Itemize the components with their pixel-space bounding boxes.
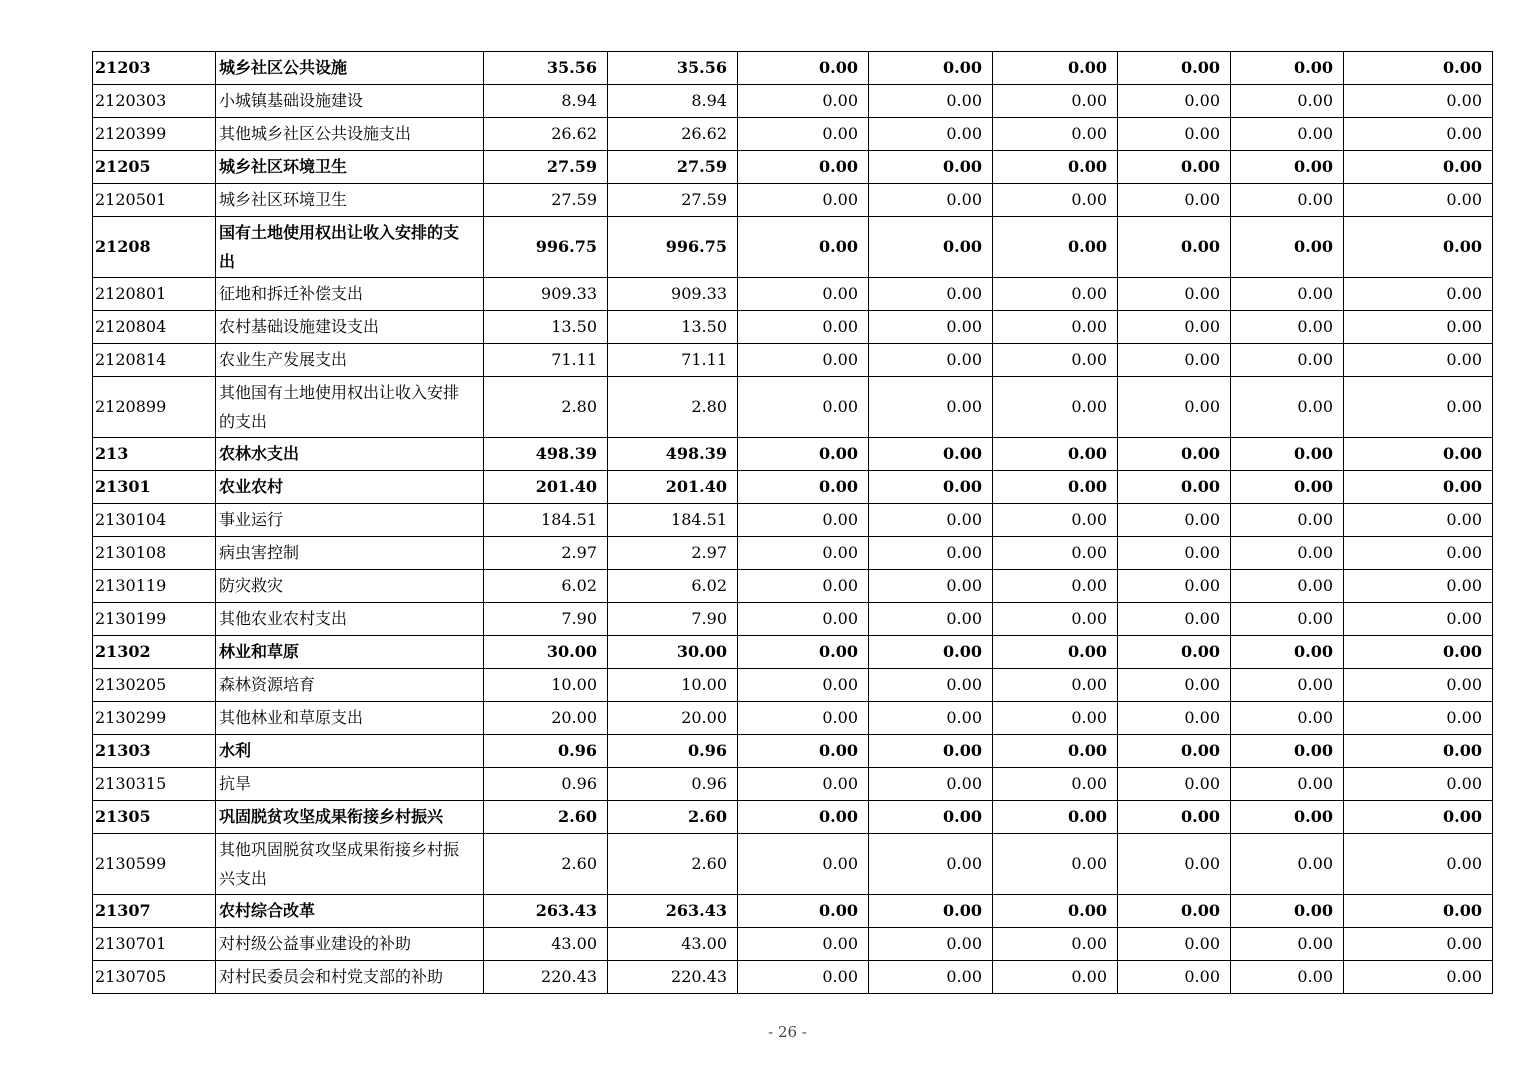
amount-cell: 0.00 xyxy=(1344,961,1493,994)
amount-cell: 0.00 xyxy=(993,928,1118,961)
amount-cell: 0.00 xyxy=(1231,184,1344,217)
amount-cell: 0.00 xyxy=(1344,85,1493,118)
amount-cell: 0.96 xyxy=(484,768,608,801)
amount-cell: 43.00 xyxy=(608,928,738,961)
amount-cell: 0.00 xyxy=(1344,118,1493,151)
amount-cell: 0.00 xyxy=(993,471,1118,504)
amount-cell: 6.02 xyxy=(608,570,738,603)
amount-cell: 0.00 xyxy=(1344,895,1493,928)
amount-cell: 35.56 xyxy=(484,52,608,85)
amount-cell: 2.60 xyxy=(608,834,738,895)
amount-cell: 0.00 xyxy=(738,768,869,801)
subject-name-cell: 国有土地使用权出让收入安排的支出 xyxy=(216,217,484,278)
amount-cell: 0.00 xyxy=(1118,636,1231,669)
table-row xyxy=(93,537,1493,570)
subject-name-cell: 农业生产发展支出 xyxy=(216,344,484,377)
amount-cell: 201.40 xyxy=(484,471,608,504)
amount-cell: 0.00 xyxy=(1344,834,1493,895)
amount-cell: 27.59 xyxy=(608,151,738,184)
amount-cell: 0.00 xyxy=(1231,570,1344,603)
amount-cell: 0.00 xyxy=(869,377,993,438)
amount-cell: 20.00 xyxy=(608,702,738,735)
subject-name-cell: 病虫害控制 xyxy=(216,537,484,570)
amount-cell: 0.00 xyxy=(993,636,1118,669)
amount-cell: 0.00 xyxy=(738,377,869,438)
subject-name-cell: 城乡社区环境卫生 xyxy=(216,151,484,184)
amount-cell: 0.00 xyxy=(738,151,869,184)
amount-cell: 0.00 xyxy=(1118,344,1231,377)
amount-cell: 2.80 xyxy=(484,377,608,438)
amount-cell: 0.00 xyxy=(1231,603,1344,636)
amount-cell: 0.00 xyxy=(869,52,993,85)
amount-cell: 0.00 xyxy=(1118,928,1231,961)
amount-cell: 0.00 xyxy=(738,961,869,994)
amount-cell: 0.00 xyxy=(738,537,869,570)
subject-name-cell: 抗旱 xyxy=(216,768,484,801)
amount-cell: 0.00 xyxy=(1118,961,1231,994)
table-row xyxy=(93,377,1493,438)
amount-cell: 0.00 xyxy=(1231,438,1344,471)
amount-cell: 0.96 xyxy=(608,768,738,801)
table-row xyxy=(93,928,1493,961)
amount-cell: 71.11 xyxy=(608,344,738,377)
amount-cell: 0.00 xyxy=(738,311,869,344)
amount-cell: 0.00 xyxy=(738,344,869,377)
amount-cell: 0.00 xyxy=(1118,471,1231,504)
amount-cell: 0.00 xyxy=(1231,834,1344,895)
amount-cell: 0.00 xyxy=(993,834,1118,895)
amount-cell: 35.56 xyxy=(608,52,738,85)
amount-cell: 0.00 xyxy=(738,438,869,471)
amount-cell: 0.00 xyxy=(1231,151,1344,184)
amount-cell: 0.00 xyxy=(1118,702,1231,735)
amount-cell: 0.00 xyxy=(1344,438,1493,471)
amount-cell: 2.60 xyxy=(608,801,738,834)
amount-cell: 0.00 xyxy=(869,438,993,471)
subject-code-cell: 2120899 xyxy=(93,377,216,438)
amount-cell: 0.00 xyxy=(869,801,993,834)
subject-code-cell: 21307 xyxy=(93,895,216,928)
amount-cell: 909.33 xyxy=(608,278,738,311)
amount-cell: 0.00 xyxy=(1231,471,1344,504)
subject-name-cell: 其他国有土地使用权出让收入安排的支出 xyxy=(216,377,484,438)
table-row xyxy=(93,344,1493,377)
amount-cell: 0.00 xyxy=(869,344,993,377)
amount-cell: 0.00 xyxy=(1231,768,1344,801)
amount-cell: 0.00 xyxy=(1118,151,1231,184)
amount-cell: 0.00 xyxy=(869,217,993,278)
amount-cell: 0.00 xyxy=(1344,471,1493,504)
amount-cell: 0.00 xyxy=(1118,118,1231,151)
amount-cell: 26.62 xyxy=(484,118,608,151)
subject-name-cell: 征地和拆迁补偿支出 xyxy=(216,278,484,311)
amount-cell: 0.00 xyxy=(738,184,869,217)
amount-cell: 0.00 xyxy=(738,895,869,928)
amount-cell: 0.00 xyxy=(869,895,993,928)
amount-cell: 0.00 xyxy=(1118,278,1231,311)
amount-cell: 0.00 xyxy=(1118,895,1231,928)
amount-cell: 0.00 xyxy=(1344,735,1493,768)
amount-cell: 0.00 xyxy=(738,702,869,735)
amount-cell: 0.00 xyxy=(1118,669,1231,702)
subject-name-cell: 其他城乡社区公共设施支出 xyxy=(216,118,484,151)
amount-cell: 0.00 xyxy=(1344,570,1493,603)
table-row xyxy=(93,702,1493,735)
amount-cell: 0.00 xyxy=(1231,928,1344,961)
subject-code-cell: 2130104 xyxy=(93,504,216,537)
amount-cell: 0.00 xyxy=(1231,344,1344,377)
amount-cell: 0.00 xyxy=(1344,278,1493,311)
amount-cell: 0.00 xyxy=(869,570,993,603)
amount-cell: 2.80 xyxy=(608,377,738,438)
subject-name-cell: 水利 xyxy=(216,735,484,768)
subject-code-cell: 2130315 xyxy=(93,768,216,801)
table-row xyxy=(93,217,1493,278)
amount-cell: 0.00 xyxy=(738,504,869,537)
table-row xyxy=(93,85,1493,118)
amount-cell: 0.00 xyxy=(993,570,1118,603)
amount-cell: 0.00 xyxy=(993,895,1118,928)
table-row xyxy=(93,961,1493,994)
subject-code-cell: 2120303 xyxy=(93,85,216,118)
subject-code-cell: 213 xyxy=(93,438,216,471)
subject-name-cell: 农村基础设施建设支出 xyxy=(216,311,484,344)
subject-code-cell: 2120801 xyxy=(93,278,216,311)
amount-cell: 263.43 xyxy=(608,895,738,928)
amount-cell: 0.00 xyxy=(1344,344,1493,377)
amount-cell: 0.00 xyxy=(738,801,869,834)
amount-cell: 0.00 xyxy=(1344,184,1493,217)
amount-cell: 0.00 xyxy=(1118,768,1231,801)
amount-cell: 0.00 xyxy=(993,438,1118,471)
amount-cell: 71.11 xyxy=(484,344,608,377)
subject-code-cell: 2120399 xyxy=(93,118,216,151)
amount-cell: 0.00 xyxy=(1344,311,1493,344)
table-row xyxy=(93,278,1493,311)
subject-code-cell: 2130205 xyxy=(93,669,216,702)
amount-cell: 0.00 xyxy=(738,278,869,311)
amount-cell: 0.00 xyxy=(869,735,993,768)
amount-cell: 0.00 xyxy=(1118,537,1231,570)
subject-code-cell: 2130119 xyxy=(93,570,216,603)
subject-name-cell: 农业农村 xyxy=(216,471,484,504)
amount-cell: 0.00 xyxy=(738,118,869,151)
amount-cell: 0.00 xyxy=(869,278,993,311)
amount-cell: 0.96 xyxy=(608,735,738,768)
amount-cell: 0.00 xyxy=(738,735,869,768)
subject-name-cell: 城乡社区环境卫生 xyxy=(216,184,484,217)
subject-name-cell: 事业运行 xyxy=(216,504,484,537)
amount-cell: 0.00 xyxy=(993,735,1118,768)
subject-code-cell: 21302 xyxy=(93,636,216,669)
table-row xyxy=(93,603,1493,636)
amount-cell: 0.00 xyxy=(1344,52,1493,85)
amount-cell: 10.00 xyxy=(608,669,738,702)
amount-cell: 0.00 xyxy=(869,834,993,895)
amount-cell: 0.00 xyxy=(993,184,1118,217)
subject-code-cell: 2120501 xyxy=(93,184,216,217)
table-row xyxy=(93,570,1493,603)
amount-cell: 0.00 xyxy=(1231,735,1344,768)
amount-cell: 0.00 xyxy=(1231,895,1344,928)
amount-cell: 0.00 xyxy=(1231,278,1344,311)
amount-cell: 0.00 xyxy=(1344,669,1493,702)
amount-cell: 0.96 xyxy=(484,735,608,768)
table-row xyxy=(93,438,1493,471)
amount-cell: 6.02 xyxy=(484,570,608,603)
subject-code-cell: 2120804 xyxy=(93,311,216,344)
table-row xyxy=(93,735,1493,768)
subject-code-cell: 21208 xyxy=(93,217,216,278)
amount-cell: 0.00 xyxy=(1118,801,1231,834)
amount-cell: 0.00 xyxy=(993,52,1118,85)
amount-cell: 0.00 xyxy=(1231,311,1344,344)
amount-cell: 0.00 xyxy=(1118,217,1231,278)
amount-cell: 201.40 xyxy=(608,471,738,504)
amount-cell: 0.00 xyxy=(869,603,993,636)
amount-cell: 0.00 xyxy=(993,702,1118,735)
amount-cell: 0.00 xyxy=(1118,184,1231,217)
amount-cell: 0.00 xyxy=(738,85,869,118)
amount-cell: 0.00 xyxy=(1231,504,1344,537)
amount-cell: 0.00 xyxy=(738,52,869,85)
table-row xyxy=(93,834,1493,895)
subject-code-cell: 21203 xyxy=(93,52,216,85)
subject-code-cell: 21205 xyxy=(93,151,216,184)
table-row xyxy=(93,52,1493,85)
amount-cell: 0.00 xyxy=(1344,377,1493,438)
subject-name-cell: 其他巩固脱贫攻坚成果衔接乡村振兴支出 xyxy=(216,834,484,895)
amount-cell: 0.00 xyxy=(993,603,1118,636)
subject-name-cell: 城乡社区公共设施 xyxy=(216,52,484,85)
table-row xyxy=(93,669,1493,702)
amount-cell: 0.00 xyxy=(1231,85,1344,118)
amount-cell: 8.94 xyxy=(484,85,608,118)
amount-cell: 0.00 xyxy=(1118,311,1231,344)
amount-cell: 498.39 xyxy=(484,438,608,471)
amount-cell: 0.00 xyxy=(1344,768,1493,801)
amount-cell: 0.00 xyxy=(1231,537,1344,570)
subject-code-cell: 2130299 xyxy=(93,702,216,735)
amount-cell: 2.97 xyxy=(484,537,608,570)
amount-cell: 0.00 xyxy=(1118,504,1231,537)
table-row xyxy=(93,504,1493,537)
subject-name-cell: 小城镇基础设施建设 xyxy=(216,85,484,118)
amount-cell: 0.00 xyxy=(869,961,993,994)
amount-cell: 0.00 xyxy=(869,85,993,118)
amount-cell: 0.00 xyxy=(738,636,869,669)
amount-cell: 0.00 xyxy=(1344,504,1493,537)
amount-cell: 220.43 xyxy=(484,961,608,994)
amount-cell: 0.00 xyxy=(993,768,1118,801)
amount-cell: 0.00 xyxy=(993,278,1118,311)
amount-cell: 8.94 xyxy=(608,85,738,118)
amount-cell: 0.00 xyxy=(993,377,1118,438)
amount-cell: 7.90 xyxy=(608,603,738,636)
subject-name-cell: 林业和草原 xyxy=(216,636,484,669)
amount-cell: 0.00 xyxy=(1231,118,1344,151)
amount-cell: 0.00 xyxy=(738,217,869,278)
amount-cell: 0.00 xyxy=(1231,801,1344,834)
subject-code-cell: 2120814 xyxy=(93,344,216,377)
amount-cell: 0.00 xyxy=(1231,636,1344,669)
amount-cell: 0.00 xyxy=(738,928,869,961)
subject-name-cell: 其他林业和草原支出 xyxy=(216,702,484,735)
table-row xyxy=(93,311,1493,344)
amount-cell: 0.00 xyxy=(869,184,993,217)
page-number: - 26 - xyxy=(768,1023,807,1041)
table-row xyxy=(93,768,1493,801)
amount-cell: 0.00 xyxy=(1231,52,1344,85)
amount-cell: 26.62 xyxy=(608,118,738,151)
table-row xyxy=(93,636,1493,669)
amount-cell: 0.00 xyxy=(1118,603,1231,636)
amount-cell: 0.00 xyxy=(738,669,869,702)
subject-code-cell: 2130108 xyxy=(93,537,216,570)
amount-cell: 0.00 xyxy=(869,118,993,151)
amount-cell: 0.00 xyxy=(869,504,993,537)
subject-code-cell: 2130701 xyxy=(93,928,216,961)
amount-cell: 0.00 xyxy=(738,471,869,504)
amount-cell: 2.97 xyxy=(608,537,738,570)
subject-name-cell: 农村综合改革 xyxy=(216,895,484,928)
amount-cell: 263.43 xyxy=(484,895,608,928)
amount-cell: 0.00 xyxy=(1344,151,1493,184)
subject-code-cell: 21305 xyxy=(93,801,216,834)
amount-cell: 30.00 xyxy=(608,636,738,669)
subject-code-cell: 21303 xyxy=(93,735,216,768)
table-row xyxy=(93,471,1493,504)
amount-cell: 0.00 xyxy=(1344,801,1493,834)
amount-cell: 0.00 xyxy=(869,702,993,735)
subject-name-cell: 巩固脱贫攻坚成果衔接乡村振兴 xyxy=(216,801,484,834)
amount-cell: 7.90 xyxy=(484,603,608,636)
subject-name-cell: 森林资源培育 xyxy=(216,669,484,702)
amount-cell: 0.00 xyxy=(1118,735,1231,768)
amount-cell: 0.00 xyxy=(869,636,993,669)
amount-cell: 0.00 xyxy=(993,151,1118,184)
amount-cell: 0.00 xyxy=(993,537,1118,570)
amount-cell: 0.00 xyxy=(869,537,993,570)
amount-cell: 2.60 xyxy=(484,834,608,895)
amount-cell: 27.59 xyxy=(608,184,738,217)
amount-cell: 0.00 xyxy=(1344,537,1493,570)
table-row xyxy=(93,118,1493,151)
subject-name-cell: 对村级公益事业建设的补助 xyxy=(216,928,484,961)
amount-cell: 0.00 xyxy=(1231,377,1344,438)
amount-cell: 0.00 xyxy=(869,311,993,344)
amount-cell: 0.00 xyxy=(1118,52,1231,85)
subject-name-cell: 其他农业农村支出 xyxy=(216,603,484,636)
amount-cell: 220.43 xyxy=(608,961,738,994)
amount-cell: 996.75 xyxy=(484,217,608,278)
amount-cell: 27.59 xyxy=(484,151,608,184)
amount-cell: 0.00 xyxy=(738,603,869,636)
amount-cell: 0.00 xyxy=(993,311,1118,344)
amount-cell: 184.51 xyxy=(484,504,608,537)
amount-cell: 909.33 xyxy=(484,278,608,311)
amount-cell: 0.00 xyxy=(993,85,1118,118)
amount-cell: 30.00 xyxy=(484,636,608,669)
amount-cell: 0.00 xyxy=(1231,961,1344,994)
amount-cell: 0.00 xyxy=(1344,928,1493,961)
amount-cell: 2.60 xyxy=(484,801,608,834)
subject-code-cell: 21301 xyxy=(93,471,216,504)
amount-cell: 0.00 xyxy=(1231,217,1344,278)
amount-cell: 13.50 xyxy=(608,311,738,344)
amount-cell: 0.00 xyxy=(993,801,1118,834)
amount-cell: 184.51 xyxy=(608,504,738,537)
subject-name-cell: 对村民委员会和村党支部的补助 xyxy=(216,961,484,994)
amount-cell: 0.00 xyxy=(738,570,869,603)
budget-table xyxy=(92,51,1493,994)
subject-name-cell: 防灾救灾 xyxy=(216,570,484,603)
amount-cell: 0.00 xyxy=(1344,603,1493,636)
amount-cell: 0.00 xyxy=(993,504,1118,537)
amount-cell: 0.00 xyxy=(738,834,869,895)
amount-cell: 27.59 xyxy=(484,184,608,217)
amount-cell: 0.00 xyxy=(1118,834,1231,895)
amount-cell: 43.00 xyxy=(484,928,608,961)
amount-cell: 0.00 xyxy=(1344,702,1493,735)
amount-cell: 0.00 xyxy=(869,928,993,961)
amount-cell: 0.00 xyxy=(1118,85,1231,118)
amount-cell: 0.00 xyxy=(1231,702,1344,735)
amount-cell: 0.00 xyxy=(869,768,993,801)
amount-cell: 0.00 xyxy=(993,669,1118,702)
subject-code-cell: 2130705 xyxy=(93,961,216,994)
amount-cell: 498.39 xyxy=(608,438,738,471)
amount-cell: 10.00 xyxy=(484,669,608,702)
amount-cell: 0.00 xyxy=(1231,669,1344,702)
table-row xyxy=(93,151,1493,184)
amount-cell: 0.00 xyxy=(869,151,993,184)
amount-cell: 0.00 xyxy=(993,344,1118,377)
amount-cell: 13.50 xyxy=(484,311,608,344)
table-row xyxy=(93,184,1493,217)
amount-cell: 0.00 xyxy=(869,471,993,504)
amount-cell: 0.00 xyxy=(993,217,1118,278)
amount-cell: 0.00 xyxy=(1344,636,1493,669)
table-row xyxy=(93,801,1493,834)
table-body xyxy=(93,52,1493,994)
amount-cell: 0.00 xyxy=(1344,217,1493,278)
amount-cell: 0.00 xyxy=(1118,377,1231,438)
amount-cell: 0.00 xyxy=(869,669,993,702)
subject-code-cell: 2130599 xyxy=(93,834,216,895)
amount-cell: 0.00 xyxy=(1118,438,1231,471)
subject-code-cell: 2130199 xyxy=(93,603,216,636)
amount-cell: 20.00 xyxy=(484,702,608,735)
subject-name-cell: 农林水支出 xyxy=(216,438,484,471)
amount-cell: 996.75 xyxy=(608,217,738,278)
table-row xyxy=(93,895,1493,928)
amount-cell: 0.00 xyxy=(1118,570,1231,603)
amount-cell: 0.00 xyxy=(993,118,1118,151)
amount-cell: 0.00 xyxy=(993,961,1118,994)
